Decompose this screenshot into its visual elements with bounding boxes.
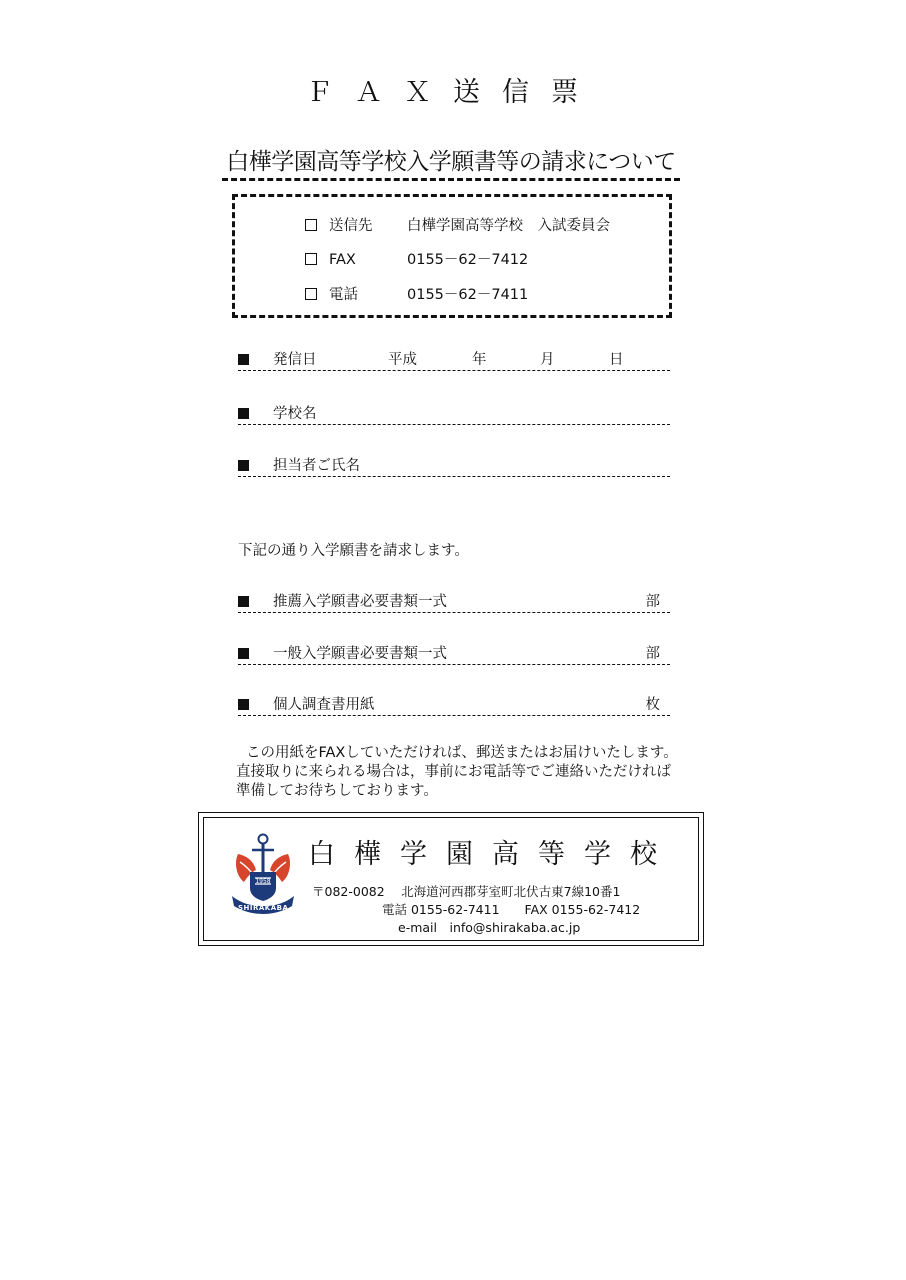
recipient-to-label: 送信先 xyxy=(329,218,373,234)
person-field[interactable] xyxy=(238,454,670,477)
square-bullet-icon xyxy=(238,354,249,365)
recipient-tel-label: 電話 xyxy=(329,287,358,303)
request-item-label: 一般入学願書必要書類一式 xyxy=(273,646,447,662)
recipient-box xyxy=(232,194,672,318)
request-intro: 下記の通り入学願書を請求します。 xyxy=(238,543,469,559)
school-name: 白樺学園高等学校 xyxy=(308,839,676,870)
recipient-fax-label: FAX xyxy=(329,252,356,268)
month-label: 月 xyxy=(540,352,555,368)
request-item-unit: 部 xyxy=(645,594,660,610)
date-label: 発信日 xyxy=(273,352,317,368)
crest-year: 1958 xyxy=(255,878,271,885)
checkbox-icon xyxy=(305,253,317,265)
crest-text: SHIRAKABA xyxy=(238,904,289,912)
request-item-label: 個人調査書用紙 xyxy=(273,697,375,713)
recipient-tel-value: 0155－62－7411 xyxy=(407,287,529,303)
school-field[interactable] xyxy=(238,402,670,425)
school-footer-inner xyxy=(203,817,699,941)
era-label: 平成 xyxy=(388,352,417,368)
note-line: この用紙をFAXしていただければ、郵送またはお届けいたします。 xyxy=(246,745,678,761)
request-item-unit: 部 xyxy=(645,646,660,662)
request-item-general[interactable] xyxy=(238,642,670,665)
year-label: 年 xyxy=(472,352,487,368)
recipient-to-row xyxy=(305,214,610,235)
school-phone-fax: 電話 0155-62-7411 FAX 0155-62-7412 xyxy=(382,902,641,917)
person-label: 担当者ご氏名 xyxy=(273,458,360,474)
square-bullet-icon xyxy=(238,648,249,659)
recipient-tel-row xyxy=(305,283,528,304)
school-crest-icon xyxy=(230,832,296,918)
recipient-fax-row xyxy=(305,248,528,269)
request-item-survey[interactable] xyxy=(238,693,670,716)
checkbox-icon xyxy=(305,288,317,300)
square-bullet-icon xyxy=(238,408,249,419)
square-bullet-icon xyxy=(238,699,249,710)
page-title: ＦＡＸ送信票 xyxy=(306,77,600,108)
school-footer xyxy=(198,812,704,946)
note-line: 直接取りに来られる場合は，事前にお電話等でご連絡いただければ xyxy=(236,764,671,780)
square-bullet-icon xyxy=(238,460,249,471)
date-field[interactable] xyxy=(238,348,670,371)
day-label: 日 xyxy=(609,352,624,368)
school-label: 学校名 xyxy=(273,406,317,422)
recipient-fax-value: 0155－62－7412 xyxy=(407,252,529,268)
school-email: e-mail info@shirakaba.ac.jp xyxy=(398,920,581,935)
recipient-to-value: 白樺学園高等学校 入試委員会 xyxy=(407,218,610,234)
notes xyxy=(236,744,716,801)
checkbox-icon xyxy=(305,219,317,231)
request-item-recommend[interactable] xyxy=(238,590,670,613)
school-address: 〒082-0082 北海道河西郡芽室町北伏古東7線10番1 xyxy=(312,884,621,899)
document-subtitle: 白樺学園高等学校入学願書等の請求について xyxy=(222,143,680,181)
request-item-label: 推薦入学願書必要書類一式 xyxy=(273,594,447,610)
request-item-unit: 枚 xyxy=(645,697,660,713)
square-bullet-icon xyxy=(238,596,249,607)
note-line: 準備してお待ちしております。 xyxy=(236,783,438,799)
document-subtitle-wrap xyxy=(200,143,702,181)
